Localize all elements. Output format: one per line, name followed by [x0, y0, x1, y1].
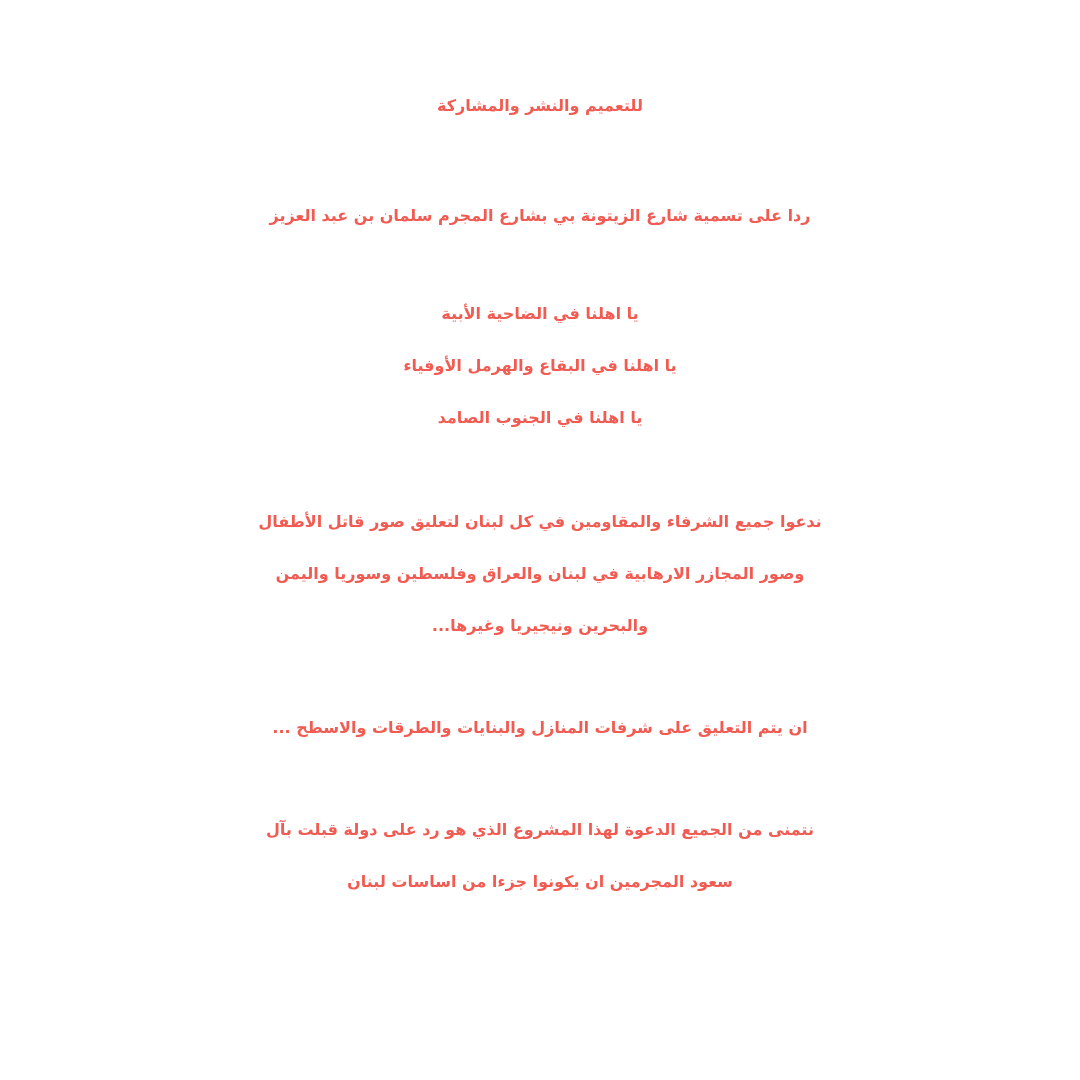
closing-line-2: سعود المجرمين ان يكونوا جزءا من اساسات لبنان	[347, 872, 733, 891]
call-line-1: ندعوا جميع الشرفاء والمقاومين في كل لبنان لتعليق صور قاتل الأطفال	[258, 512, 822, 531]
closing-line-1: نتمنى من الجميع الدعوة لهذا المشروع الذي هو رد على دولة قبلت بآل	[266, 820, 814, 839]
response-line: ردا على تسمية شارع الزيتونة بي بشارع المجرم سلمان بن عبد العزيز	[269, 206, 811, 225]
call-line-2: وصور المجازر الارهابية في لبنان والعراق وفلسطين وسوريا واليمن	[275, 564, 805, 583]
greeting-bekaa: يا اهلنا في البقاع والهرمل الأوفياء	[403, 356, 677, 375]
call-line-3: والبحرين ونيجيريا وغيرها...	[431, 616, 649, 635]
heading: للتعميم والنشر والمشاركة	[437, 96, 643, 115]
placement-line: ان يتم التعليق على شرفات المنازل والبنايات والطرقات والاسطح ...	[272, 718, 808, 737]
greeting-south: يا اهلنا في الجنوب الصامد	[437, 408, 643, 427]
greeting-dahiyeh: يا اهلنا في الضاحية الأبية	[441, 304, 639, 323]
